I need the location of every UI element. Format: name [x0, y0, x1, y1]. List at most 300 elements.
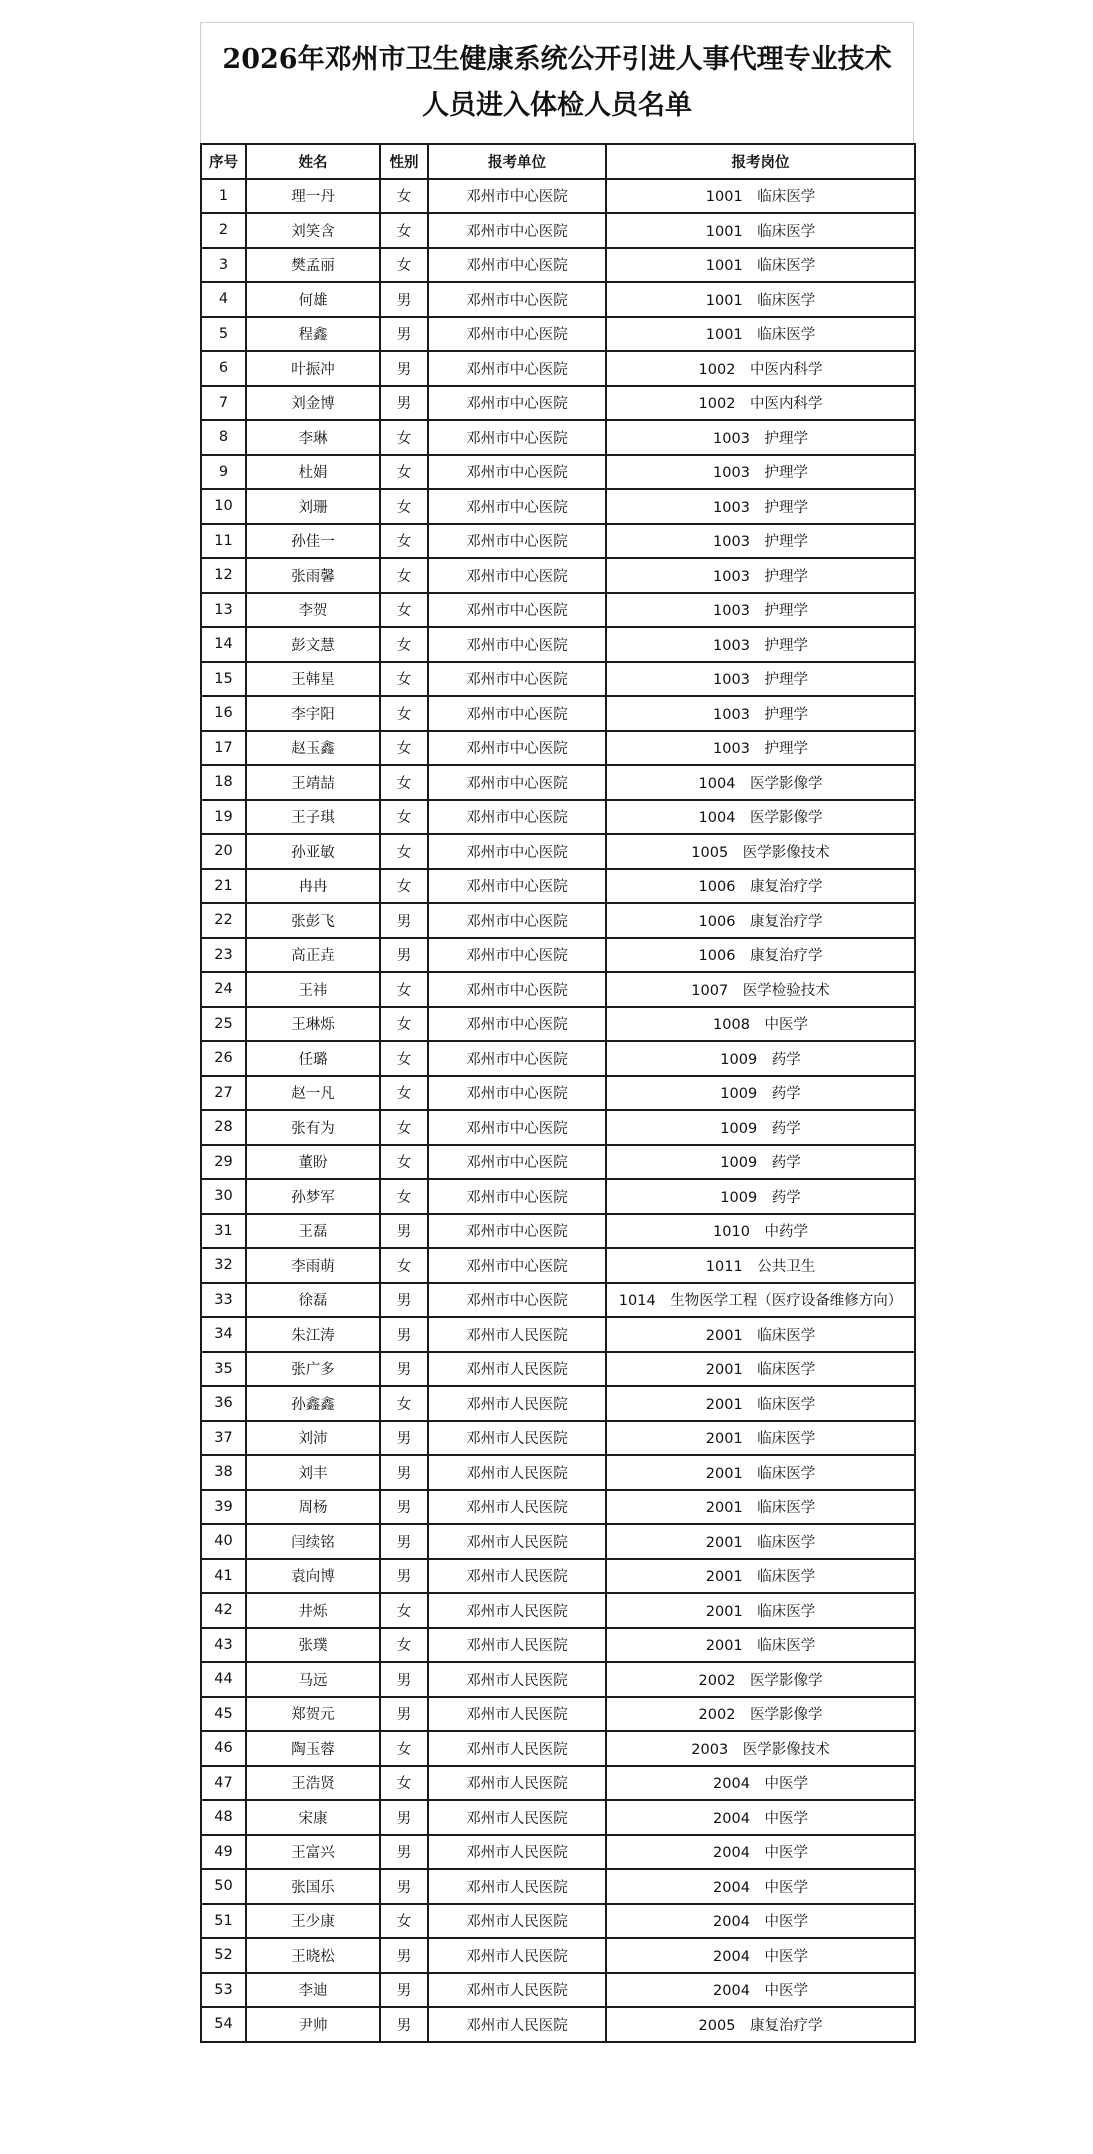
- document-sheet: [200, 22, 914, 2043]
- table-row: [201, 1800, 915, 1835]
- cell-serial: 9: [201, 455, 246, 490]
- cell-name: 赵玉鑫: [246, 731, 380, 766]
- table-row: [201, 903, 915, 938]
- cell-name: 井烁: [246, 1593, 380, 1628]
- cell-name: 周杨: [246, 1490, 380, 1525]
- header-unit: 报考单位: [428, 144, 606, 179]
- cell-position: 2004 中医学: [606, 1973, 915, 2008]
- cell-gender: 男: [380, 386, 428, 421]
- cell-name: 何雄: [246, 282, 380, 317]
- cell-position: 2001 临床医学: [606, 1559, 915, 1594]
- cell-gender: 女: [380, 1904, 428, 1939]
- cell-position: 2001 临床医学: [606, 1421, 915, 1456]
- cell-unit: 邓州市中心医院: [428, 1283, 606, 1318]
- cell-position: 1003 护理学: [606, 696, 915, 731]
- cell-position: 2004 中医学: [606, 1800, 915, 1835]
- document-title: 2026年邓州市卫生健康系统公开引进人事代理专业技术人员进入体检人员名单: [222, 44, 892, 121]
- table-row: [201, 1110, 915, 1145]
- cell-serial: 45: [201, 1697, 246, 1732]
- cell-unit: 邓州市中心医院: [428, 1248, 606, 1283]
- cell-name: 张雨馨: [246, 558, 380, 593]
- table-row: [201, 1352, 915, 1387]
- cell-unit: 邓州市中心医院: [428, 1041, 606, 1076]
- cell-serial: 33: [201, 1283, 246, 1318]
- table-row: [201, 1179, 915, 1214]
- cell-unit: 邓州市人民医院: [428, 2007, 606, 2042]
- cell-position: 1009 药学: [606, 1145, 915, 1180]
- cell-gender: 女: [380, 558, 428, 593]
- cell-name: 李贺: [246, 593, 380, 628]
- table-row: [201, 248, 915, 283]
- cell-unit: 邓州市中心医院: [428, 179, 606, 214]
- cell-name: 刘金博: [246, 386, 380, 421]
- cell-serial: 36: [201, 1386, 246, 1421]
- cell-unit: 邓州市人民医院: [428, 1524, 606, 1559]
- cell-unit: 邓州市中心医院: [428, 455, 606, 490]
- cell-position: 1004 医学影像学: [606, 800, 915, 835]
- cell-serial: 41: [201, 1559, 246, 1594]
- table-row: [201, 1248, 915, 1283]
- cell-name: 杜娟: [246, 455, 380, 490]
- cell-position: 1003 护理学: [606, 420, 915, 455]
- cell-gender: 女: [380, 869, 428, 904]
- cell-name: 王子琪: [246, 800, 380, 835]
- cell-unit: 邓州市中心医院: [428, 1214, 606, 1249]
- table-body: [201, 179, 915, 2042]
- cell-gender: 女: [380, 1766, 428, 1801]
- table-row: [201, 696, 915, 731]
- cell-unit: 邓州市中心医院: [428, 1007, 606, 1042]
- cell-name: 樊孟丽: [246, 248, 380, 283]
- cell-serial: 34: [201, 1317, 246, 1352]
- cell-name: 王祎: [246, 972, 380, 1007]
- table-row: [201, 1662, 915, 1697]
- cell-serial: 26: [201, 1041, 246, 1076]
- table-row: [201, 1076, 915, 1111]
- cell-name: 袁向博: [246, 1559, 380, 1594]
- cell-unit: 邓州市中心医院: [428, 731, 606, 766]
- cell-unit: 邓州市中心医院: [428, 1145, 606, 1180]
- cell-unit: 邓州市中心医院: [428, 593, 606, 628]
- cell-name: 陶玉蓉: [246, 1731, 380, 1766]
- cell-position: 1003 护理学: [606, 455, 915, 490]
- cell-gender: 男: [380, 1662, 428, 1697]
- cell-position: 1007 医学检验技术: [606, 972, 915, 1007]
- table-row: [201, 1317, 915, 1352]
- cell-position: 1001 临床医学: [606, 213, 915, 248]
- cell-serial: 22: [201, 903, 246, 938]
- cell-position: 1003 护理学: [606, 524, 915, 559]
- cell-position: 2001 临床医学: [606, 1524, 915, 1559]
- cell-unit: 邓州市中心医院: [428, 558, 606, 593]
- cell-name: 王琳烁: [246, 1007, 380, 1042]
- cell-serial: 30: [201, 1179, 246, 1214]
- cell-gender: 男: [380, 317, 428, 352]
- cell-serial: 21: [201, 869, 246, 904]
- cell-name: 冉冉: [246, 869, 380, 904]
- cell-name: 李雨萌: [246, 1248, 380, 1283]
- cell-serial: 16: [201, 696, 246, 731]
- cell-name: 王少康: [246, 1904, 380, 1939]
- header-name: 姓名: [246, 144, 380, 179]
- cell-unit: 邓州市中心医院: [428, 1110, 606, 1145]
- table-header-row: [201, 144, 915, 179]
- cell-serial: 12: [201, 558, 246, 593]
- cell-gender: 女: [380, 800, 428, 835]
- cell-position: 2004 中医学: [606, 1835, 915, 1870]
- cell-name: 李迪: [246, 1973, 380, 2008]
- cell-unit: 邓州市中心医院: [428, 869, 606, 904]
- cell-name: 张国乐: [246, 1869, 380, 1904]
- cell-serial: 28: [201, 1110, 246, 1145]
- cell-serial: 3: [201, 248, 246, 283]
- cell-gender: 女: [380, 972, 428, 1007]
- cell-serial: 17: [201, 731, 246, 766]
- cell-gender: 女: [380, 1007, 428, 1042]
- cell-position: 1009 药学: [606, 1076, 915, 1111]
- cell-unit: 邓州市人民医院: [428, 1938, 606, 1973]
- cell-serial: 29: [201, 1145, 246, 1180]
- cell-position: 1003 护理学: [606, 558, 915, 593]
- cell-unit: 邓州市中心医院: [428, 213, 606, 248]
- cell-name: 张有为: [246, 1110, 380, 1145]
- cell-position: 2001 临床医学: [606, 1386, 915, 1421]
- cell-name: 张璞: [246, 1628, 380, 1663]
- cell-serial: 8: [201, 420, 246, 455]
- cell-name: 郑贺元: [246, 1697, 380, 1732]
- cell-serial: 51: [201, 1904, 246, 1939]
- cell-position: 2001 临床医学: [606, 1352, 915, 1387]
- cell-serial: 32: [201, 1248, 246, 1283]
- cell-serial: 1: [201, 179, 246, 214]
- cell-name: 刘笑含: [246, 213, 380, 248]
- cell-serial: 2: [201, 213, 246, 248]
- cell-position: 1003 护理学: [606, 489, 915, 524]
- cell-name: 王浩贤: [246, 1766, 380, 1801]
- table-row: [201, 455, 915, 490]
- cell-serial: 31: [201, 1214, 246, 1249]
- cell-serial: 48: [201, 1800, 246, 1835]
- cell-unit: 邓州市中心医院: [428, 317, 606, 352]
- cell-gender: 女: [380, 1076, 428, 1111]
- table-row: [201, 1904, 915, 1939]
- table-row: [201, 213, 915, 248]
- cell-name: 任璐: [246, 1041, 380, 1076]
- table-row: [201, 1041, 915, 1076]
- table-row: [201, 1628, 915, 1663]
- cell-unit: 邓州市人民医院: [428, 1593, 606, 1628]
- cell-position: 1006 康复治疗学: [606, 938, 915, 973]
- cell-name: 叶振冲: [246, 351, 380, 386]
- cell-position: 2005 康复治疗学: [606, 2007, 915, 2042]
- cell-unit: 邓州市中心医院: [428, 386, 606, 421]
- cell-position: 1001 临床医学: [606, 179, 915, 214]
- cell-name: 尹帅: [246, 2007, 380, 2042]
- cell-gender: 男: [380, 1800, 428, 1835]
- cell-gender: 男: [380, 1697, 428, 1732]
- table-row: [201, 558, 915, 593]
- cell-position: 1002 中医内科学: [606, 386, 915, 421]
- cell-unit: 邓州市中心医院: [428, 282, 606, 317]
- cell-position: 2001 临床医学: [606, 1455, 915, 1490]
- table-row: [201, 1524, 915, 1559]
- cell-gender: 男: [380, 1283, 428, 1318]
- table-row: [201, 1869, 915, 1904]
- table-row: [201, 524, 915, 559]
- cell-gender: 女: [380, 524, 428, 559]
- cell-position: 1003 护理学: [606, 627, 915, 662]
- table-row: [201, 1766, 915, 1801]
- cell-position: 2003 医学影像技术: [606, 1731, 915, 1766]
- cell-position: 1001 临床医学: [606, 248, 915, 283]
- cell-name: 李宇阳: [246, 696, 380, 731]
- cell-serial: 14: [201, 627, 246, 662]
- cell-gender: 女: [380, 696, 428, 731]
- cell-gender: 女: [380, 248, 428, 283]
- cell-serial: 43: [201, 1628, 246, 1663]
- cell-unit: 邓州市中心医院: [428, 420, 606, 455]
- cell-position: 2004 中医学: [606, 1869, 915, 1904]
- cell-gender: 女: [380, 662, 428, 697]
- table-row: [201, 179, 915, 214]
- cell-gender: 女: [380, 455, 428, 490]
- cell-name: 刘沛: [246, 1421, 380, 1456]
- cell-gender: 男: [380, 282, 428, 317]
- cell-name: 王韩星: [246, 662, 380, 697]
- cell-gender: 女: [380, 1386, 428, 1421]
- cell-unit: 邓州市中心医院: [428, 1076, 606, 1111]
- cell-gender: 女: [380, 1179, 428, 1214]
- cell-gender: 女: [380, 213, 428, 248]
- cell-name: 朱江涛: [246, 1317, 380, 1352]
- cell-position: 1003 护理学: [606, 662, 915, 697]
- cell-unit: 邓州市人民医院: [428, 1697, 606, 1732]
- table-row: [201, 1973, 915, 2008]
- cell-position: 1003 护理学: [606, 593, 915, 628]
- cell-position: 2002 医学影像学: [606, 1697, 915, 1732]
- table-row: [201, 1145, 915, 1180]
- header-gender: 性别: [380, 144, 428, 179]
- cell-gender: 女: [380, 179, 428, 214]
- table-row: [201, 2007, 915, 2042]
- cell-position: 1004 医学影像学: [606, 765, 915, 800]
- cell-unit: 邓州市人民医院: [428, 1662, 606, 1697]
- cell-unit: 邓州市人民医院: [428, 1835, 606, 1870]
- cell-unit: 邓州市人民医院: [428, 1973, 606, 2008]
- cell-gender: 女: [380, 420, 428, 455]
- cell-serial: 44: [201, 1662, 246, 1697]
- cell-name: 闫续铭: [246, 1524, 380, 1559]
- cell-name: 宋康: [246, 1800, 380, 1835]
- table-row: [201, 1455, 915, 1490]
- table-row: [201, 1386, 915, 1421]
- cell-gender: 男: [380, 2007, 428, 2042]
- cell-name: 程鑫: [246, 317, 380, 352]
- cell-position: 2002 医学影像学: [606, 1662, 915, 1697]
- cell-unit: 邓州市中心医院: [428, 800, 606, 835]
- table-row: [201, 1938, 915, 1973]
- cell-unit: 邓州市中心医院: [428, 248, 606, 283]
- cell-position: 1009 药学: [606, 1041, 915, 1076]
- cell-name: 董盼: [246, 1145, 380, 1180]
- cell-serial: 7: [201, 386, 246, 421]
- cell-name: 张彭飞: [246, 903, 380, 938]
- cell-gender: 男: [380, 1421, 428, 1456]
- table-row: [201, 1731, 915, 1766]
- cell-name: 孙亚敏: [246, 834, 380, 869]
- cell-gender: 男: [380, 351, 428, 386]
- cell-unit: 邓州市中心医院: [428, 351, 606, 386]
- cell-gender: 女: [380, 1731, 428, 1766]
- cell-gender: 女: [380, 489, 428, 524]
- table-row: [201, 1007, 915, 1042]
- cell-position: 2001 临床医学: [606, 1490, 915, 1525]
- cell-serial: 52: [201, 1938, 246, 1973]
- cell-unit: 邓州市人民医院: [428, 1386, 606, 1421]
- cell-gender: 女: [380, 627, 428, 662]
- cell-serial: 53: [201, 1973, 246, 2008]
- cell-position: 1001 临床医学: [606, 282, 915, 317]
- cell-gender: 男: [380, 903, 428, 938]
- table-row: [201, 627, 915, 662]
- cell-gender: 女: [380, 731, 428, 766]
- cell-serial: 38: [201, 1455, 246, 1490]
- header-position: 报考岗位: [606, 144, 915, 179]
- cell-position: 1006 康复治疗学: [606, 903, 915, 938]
- cell-unit: 邓州市中心医院: [428, 489, 606, 524]
- table-row: [201, 1835, 915, 1870]
- cell-serial: 20: [201, 834, 246, 869]
- table-row: [201, 972, 915, 1007]
- cell-position: 2004 中医学: [606, 1938, 915, 1973]
- cell-gender: 男: [380, 1835, 428, 1870]
- cell-gender: 男: [380, 1869, 428, 1904]
- cell-position: 2004 中医学: [606, 1766, 915, 1801]
- cell-name: 理一丹: [246, 179, 380, 214]
- table-row: [201, 731, 915, 766]
- cell-name: 孙佳一: [246, 524, 380, 559]
- cell-gender: 女: [380, 1110, 428, 1145]
- table-row: [201, 1283, 915, 1318]
- cell-gender: 女: [380, 1593, 428, 1628]
- cell-unit: 邓州市中心医院: [428, 1179, 606, 1214]
- cell-name: 王富兴: [246, 1835, 380, 1870]
- cell-unit: 邓州市人民医院: [428, 1766, 606, 1801]
- table-row: [201, 317, 915, 352]
- cell-unit: 邓州市人民医院: [428, 1869, 606, 1904]
- cell-position: 1009 药学: [606, 1179, 915, 1214]
- cell-serial: 42: [201, 1593, 246, 1628]
- table-row: [201, 489, 915, 524]
- cell-serial: 4: [201, 282, 246, 317]
- cell-serial: 37: [201, 1421, 246, 1456]
- cell-serial: 35: [201, 1352, 246, 1387]
- table-row: [201, 1421, 915, 1456]
- candidate-table: [200, 143, 916, 2043]
- cell-serial: 54: [201, 2007, 246, 2042]
- cell-position: 1008 中医学: [606, 1007, 915, 1042]
- table-row: [201, 282, 915, 317]
- cell-unit: 邓州市中心医院: [428, 662, 606, 697]
- cell-name: 孙鑫鑫: [246, 1386, 380, 1421]
- cell-unit: 邓州市人民医院: [428, 1352, 606, 1387]
- cell-gender: 女: [380, 1248, 428, 1283]
- cell-unit: 邓州市中心医院: [428, 834, 606, 869]
- cell-position: 2004 中医学: [606, 1904, 915, 1939]
- cell-unit: 邓州市人民医院: [428, 1800, 606, 1835]
- cell-serial: 23: [201, 938, 246, 973]
- table-row: [201, 938, 915, 973]
- cell-name: 王磊: [246, 1214, 380, 1249]
- cell-name: 高正垚: [246, 938, 380, 973]
- cell-gender: 男: [380, 1973, 428, 2008]
- table-row: [201, 662, 915, 697]
- cell-name: 刘珊: [246, 489, 380, 524]
- cell-position: 1001 临床医学: [606, 317, 915, 352]
- table-row: [201, 869, 915, 904]
- cell-serial: 10: [201, 489, 246, 524]
- cell-gender: 女: [380, 1145, 428, 1180]
- cell-serial: 46: [201, 1731, 246, 1766]
- cell-gender: 女: [380, 593, 428, 628]
- table-row: [201, 593, 915, 628]
- cell-serial: 39: [201, 1490, 246, 1525]
- cell-position: 1005 医学影像技术: [606, 834, 915, 869]
- cell-position: 1014 生物医学工程（医疗设备维修方向）: [606, 1283, 915, 1318]
- cell-gender: 女: [380, 834, 428, 869]
- cell-name: 张广多: [246, 1352, 380, 1387]
- cell-unit: 邓州市人民医院: [428, 1731, 606, 1766]
- cell-gender: 女: [380, 1041, 428, 1076]
- cell-unit: 邓州市中心医院: [428, 696, 606, 731]
- cell-unit: 邓州市人民医院: [428, 1490, 606, 1525]
- table-row: [201, 1214, 915, 1249]
- cell-name: 赵一凡: [246, 1076, 380, 1111]
- cell-serial: 5: [201, 317, 246, 352]
- cell-gender: 男: [380, 1559, 428, 1594]
- cell-gender: 女: [380, 765, 428, 800]
- cell-unit: 邓州市中心医院: [428, 972, 606, 1007]
- cell-name: 徐磊: [246, 1283, 380, 1318]
- cell-position: 2001 临床医学: [606, 1317, 915, 1352]
- cell-position: 2001 临床医学: [606, 1593, 915, 1628]
- cell-unit: 邓州市人民医院: [428, 1559, 606, 1594]
- table-row: [201, 351, 915, 386]
- cell-serial: 47: [201, 1766, 246, 1801]
- cell-position: 2001 临床医学: [606, 1628, 915, 1663]
- cell-unit: 邓州市人民医院: [428, 1628, 606, 1663]
- cell-unit: 邓州市中心医院: [428, 938, 606, 973]
- cell-serial: 27: [201, 1076, 246, 1111]
- cell-gender: 男: [380, 1455, 428, 1490]
- table-row: [201, 1593, 915, 1628]
- cell-position: 1010 中药学: [606, 1214, 915, 1249]
- table-row: [201, 800, 915, 835]
- cell-gender: 男: [380, 938, 428, 973]
- cell-unit: 邓州市中心医院: [428, 627, 606, 662]
- cell-unit: 邓州市中心医院: [428, 765, 606, 800]
- header-serial: 序号: [201, 144, 246, 179]
- cell-serial: 49: [201, 1835, 246, 1870]
- table-row: [201, 1697, 915, 1732]
- cell-gender: 男: [380, 1938, 428, 1973]
- cell-unit: 邓州市人民医院: [428, 1904, 606, 1939]
- cell-gender: 女: [380, 1628, 428, 1663]
- table-row: [201, 765, 915, 800]
- cell-position: 1002 中医内科学: [606, 351, 915, 386]
- cell-name: 孙梦军: [246, 1179, 380, 1214]
- table-row: [201, 1490, 915, 1525]
